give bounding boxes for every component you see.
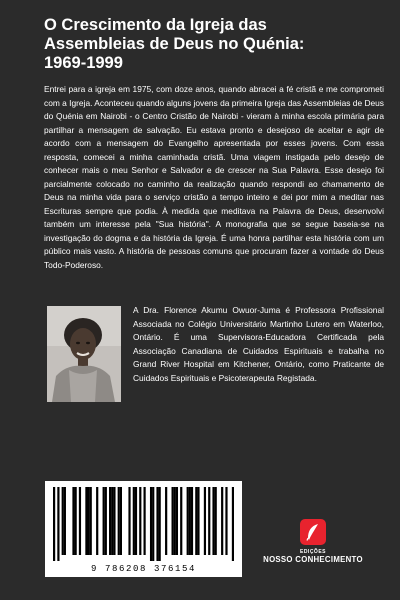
barcode-bar — [144, 487, 146, 555]
barcode-bars — [53, 487, 234, 561]
barcode-bar — [215, 487, 217, 555]
barcode-bar — [57, 487, 59, 561]
publisher-block — [258, 519, 368, 564]
barcode — [45, 481, 242, 577]
publisher-name: NOSSO CONHECIMENTO — [263, 555, 363, 564]
barcode-bar — [72, 487, 74, 555]
barcode-bar — [64, 487, 66, 555]
barcode-bar — [195, 487, 197, 555]
barcode-bar — [232, 487, 234, 561]
barcode-bar — [180, 487, 182, 555]
barcode-bar — [133, 487, 135, 555]
title-line: Assembleias de Deus no Quénia: — [44, 35, 305, 53]
publisher-small-label: EDIÇÕES — [299, 549, 326, 555]
book-title — [44, 16, 384, 73]
barcode-bar — [75, 487, 77, 555]
barcode-bar — [62, 487, 64, 555]
barcode-bar — [135, 487, 137, 555]
book-blurb: Entrei para a igreja em 1975, com doze anos, quando abracei a fé cristã e me comprometi com a Igreja. Aconteceu quando alguns jovens da primeira Igreja das Assembleias de Deus do Quénia em Nairobi - o Centro Cristão de Nairobi - vieram à minha escola primária para partilhar a mensagem de salvação. Eu estava pronto e desejoso de aceitar e agir de acordo com a mensagem do Evangelho apresentada por esses jovens. Com essa resposta, comecei a minha caminhada cristã. Uma viagem instigada pelo desejo de conhecer mais o meu Senhor e Salvador e de crescer na Sua Palavra. Esse desejo foi parcialmente colocado no caminho da realização quando respondi ao chamamento de Deus na minha vida para o serviço cristão a tempo inteiro e dei por mim a meditar nas Escrituras sempre que podia. À medida que meditava na Palavra de Deus, desenvolvi também um interesse pela "Sua história". A monografia que se segue baseia-se na investigação do dogma e da história da Igreja. É uma honra partilhar esta história com um público mais vasto. A história de pessoas comuns que procuram fazer a vontade do Deus Todo-Poderoso. — [44, 84, 384, 270]
barcode-bar — [208, 487, 210, 555]
barcode-bar — [105, 487, 107, 555]
barcode-bar — [79, 487, 81, 555]
barcode-bar — [103, 487, 105, 555]
barcode-bar — [156, 487, 158, 561]
barcode-bar — [120, 487, 122, 555]
author-bio: A Dra. Florence Akumu Owuor-Juma é Professora Profissional Associada no Colégio Universitário Martinho Lutero em Waterloo, Ontário. É uma Supervisora-Educadora Certificada pela Associação Canadiana de Cuidados Espirituais e trabalha no Grand River Hospital em Kitchener, Ontário, como Praticante de Cuidados Espirituais e Psicoterapeuta Registada. — [133, 305, 384, 383]
barcode-bar — [113, 487, 115, 555]
barcode-bar — [172, 487, 174, 555]
barcode-bar — [204, 487, 206, 555]
barcode-bar — [87, 487, 89, 555]
barcode-bar — [221, 487, 223, 555]
barcode-bar — [225, 487, 227, 555]
barcode-bar — [90, 487, 92, 555]
barcode-bar — [85, 487, 87, 555]
author-portrait — [47, 306, 121, 402]
author-photo — [47, 306, 121, 402]
barcode-bar — [159, 487, 161, 561]
publisher-logo — [300, 519, 326, 545]
barcode-bar — [109, 487, 111, 555]
barcode-bar — [150, 487, 152, 561]
barcode-bar — [139, 487, 141, 555]
title-line: 1969-1999 — [44, 54, 123, 72]
barcode-bar — [165, 487, 167, 555]
barcode-bar — [191, 487, 193, 555]
barcode-bar — [111, 487, 113, 555]
barcode-bar — [197, 487, 199, 555]
isbn-number: 9 786208 376154 — [90, 564, 196, 574]
title-line: O Crescimento da Igreja das — [44, 16, 267, 34]
barcode-bar — [187, 487, 189, 555]
barcode-bar — [189, 487, 191, 555]
barcode-bar — [96, 487, 98, 555]
barcode-bar — [118, 487, 120, 555]
barcode-bar — [176, 487, 178, 555]
barcode-bar — [53, 487, 55, 561]
feather-icon — [305, 523, 321, 541]
barcode-bar — [174, 487, 176, 555]
barcode-bar — [152, 487, 154, 561]
barcode-bar — [128, 487, 130, 555]
barcode-bar — [212, 487, 214, 555]
